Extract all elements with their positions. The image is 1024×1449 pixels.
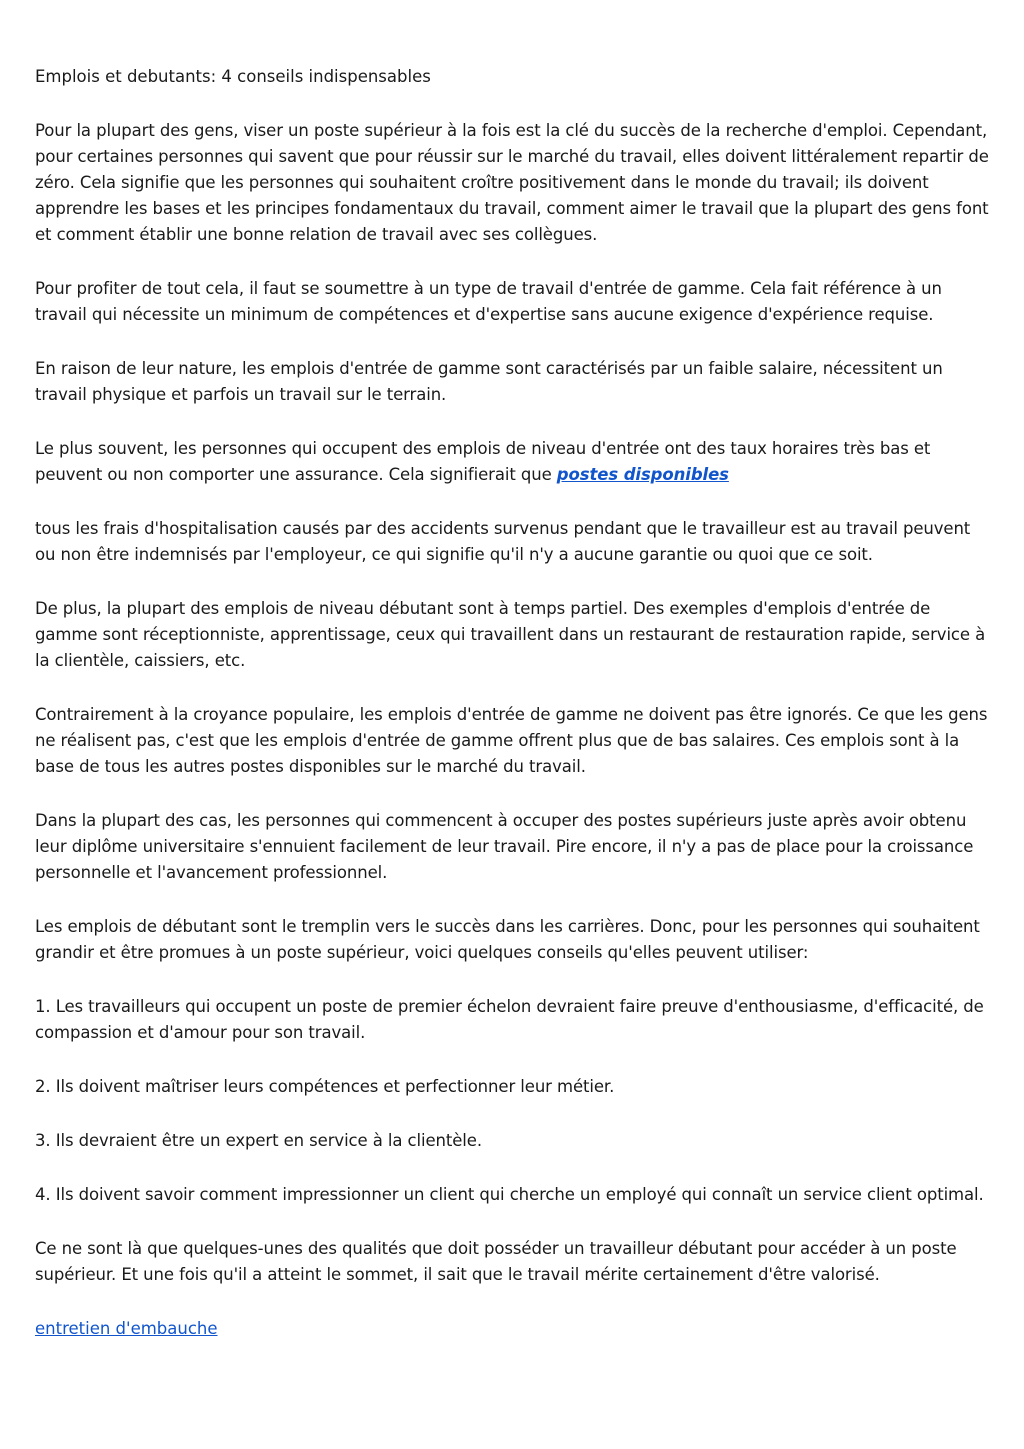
paragraph-entry-level: Pour profiter de tout cela, il faut se soumettre à un type de travail d'entrée de gamme. Cela fait référence à un travail qui nécessite un minimum de compétences et d'expertise sans aucune exigence d'expérience requise. <box>35 279 942 324</box>
paragraph-popular-belief: Contrairement à la croyance populaire, les emplois d'entrée de gamme ne doivent pas être ignorés. Ce que les gens ne réalisent pas, c'est que les emplois d'entrée de gamme offrent plus que de bas salaires. Ces emplois sont à la base de tous les autres postes disponibles sur le marché du travail. <box>35 705 988 776</box>
paragraph-intro: Pour la plupart des gens, viser un poste supérieur à la fois est la clé du succès de la recherche d'emploi. Cependant, pour certaines personnes qui savent que pour réussir sur le marché du travail, elles doivent littéralement repartir de zéro. Cela signifie que les personnes qui souhaitent croître positivement dans le monde du travail; ils doivent apprendre les bases et les principes fondamentaux du travail, comment aimer le travail que la plupart des gens font et comment établir une bonne relation de travail avec ses collègues. <box>35 121 989 244</box>
entretien-embauche-link[interactable]: entretien d'embauche <box>35 1319 218 1338</box>
paragraph-hospitalisation: tous les frais d'hospitalisation causés par des accidents survenus pendant que le travailleur est au travail peuvent ou non être indemnisés par l'employeur, ce qui signifie qu'il n'y a aucune garantie ou quoi que ce soit. <box>35 519 971 564</box>
postes-disponibles-link[interactable]: postes disponibles <box>556 465 729 484</box>
paragraph-hourly-rates <box>35 436 993 488</box>
tip-item-1: 1. Les travailleurs qui occupent un poste de premier échelon devraient faire preuve d'enthousiasme, d'efficacité, de compassion et d'amour pour son travail. <box>35 997 984 1042</box>
paragraph-hourly-rates-text: Le plus souvent, les personnes qui occupent des emplois de niveau d'entrée ont des taux horaires très bas et peuvent ou non comporter une assurance. Cela signifierait que <box>35 439 931 484</box>
paragraph-conclusion: Ce ne sont là que quelques-unes des qualités que doit posséder un travailleur débutant pour accéder à un poste supérieur. Et une fois qu'il a atteint le sommet, il sait que le travail mérite certainement d'être valorisé. <box>35 1239 957 1284</box>
paragraph-nature: En raison de leur nature, les emplois d'entrée de gamme sont caractérisés par un faible salaire, nécessitent un travail physique et parfois un travail sur le terrain. <box>35 359 943 404</box>
tip-item-2: 2. Ils doivent maîtriser leurs compétences et perfectionner leur métier. <box>35 1077 615 1096</box>
paragraph-springboard: Les emplois de débutant sont le tremplin vers le succès dans les carrières. Donc, pour les personnes qui souhaitent grandir et être promues à un poste supérieur, voici quelques conseils qu'elles peuvent utiliser: <box>35 917 980 962</box>
document-title: Emplois et debutants: 4 conseils indispensables <box>35 67 431 86</box>
tip-item-3: 3. Ils devraient être un expert en service à la clientèle. <box>35 1131 482 1150</box>
document-page <box>35 64 993 1342</box>
paragraph-part-time: De plus, la plupart des emplois de niveau débutant sont à temps partiel. Des exemples d'emplois d'entrée de gamme sont réceptionniste, apprentissage, ceux qui travaillent dans un restaurant de restauration rapide, service à la clientèle, caissiers, etc. <box>35 599 986 670</box>
tip-item-4: 4. Ils doivent savoir comment impressionner un client qui cherche un employé qui connaît un service client optimal. <box>35 1185 984 1204</box>
paragraph-senior-posts: Dans la plupart des cas, les personnes qui commencent à occuper des postes supérieurs juste après avoir obtenu leur diplôme universitaire s'ennuient facilement de leur travail. Pire encore, il n'y a pas de place pour la croissance personnelle et l'avancement professionnel. <box>35 811 974 882</box>
